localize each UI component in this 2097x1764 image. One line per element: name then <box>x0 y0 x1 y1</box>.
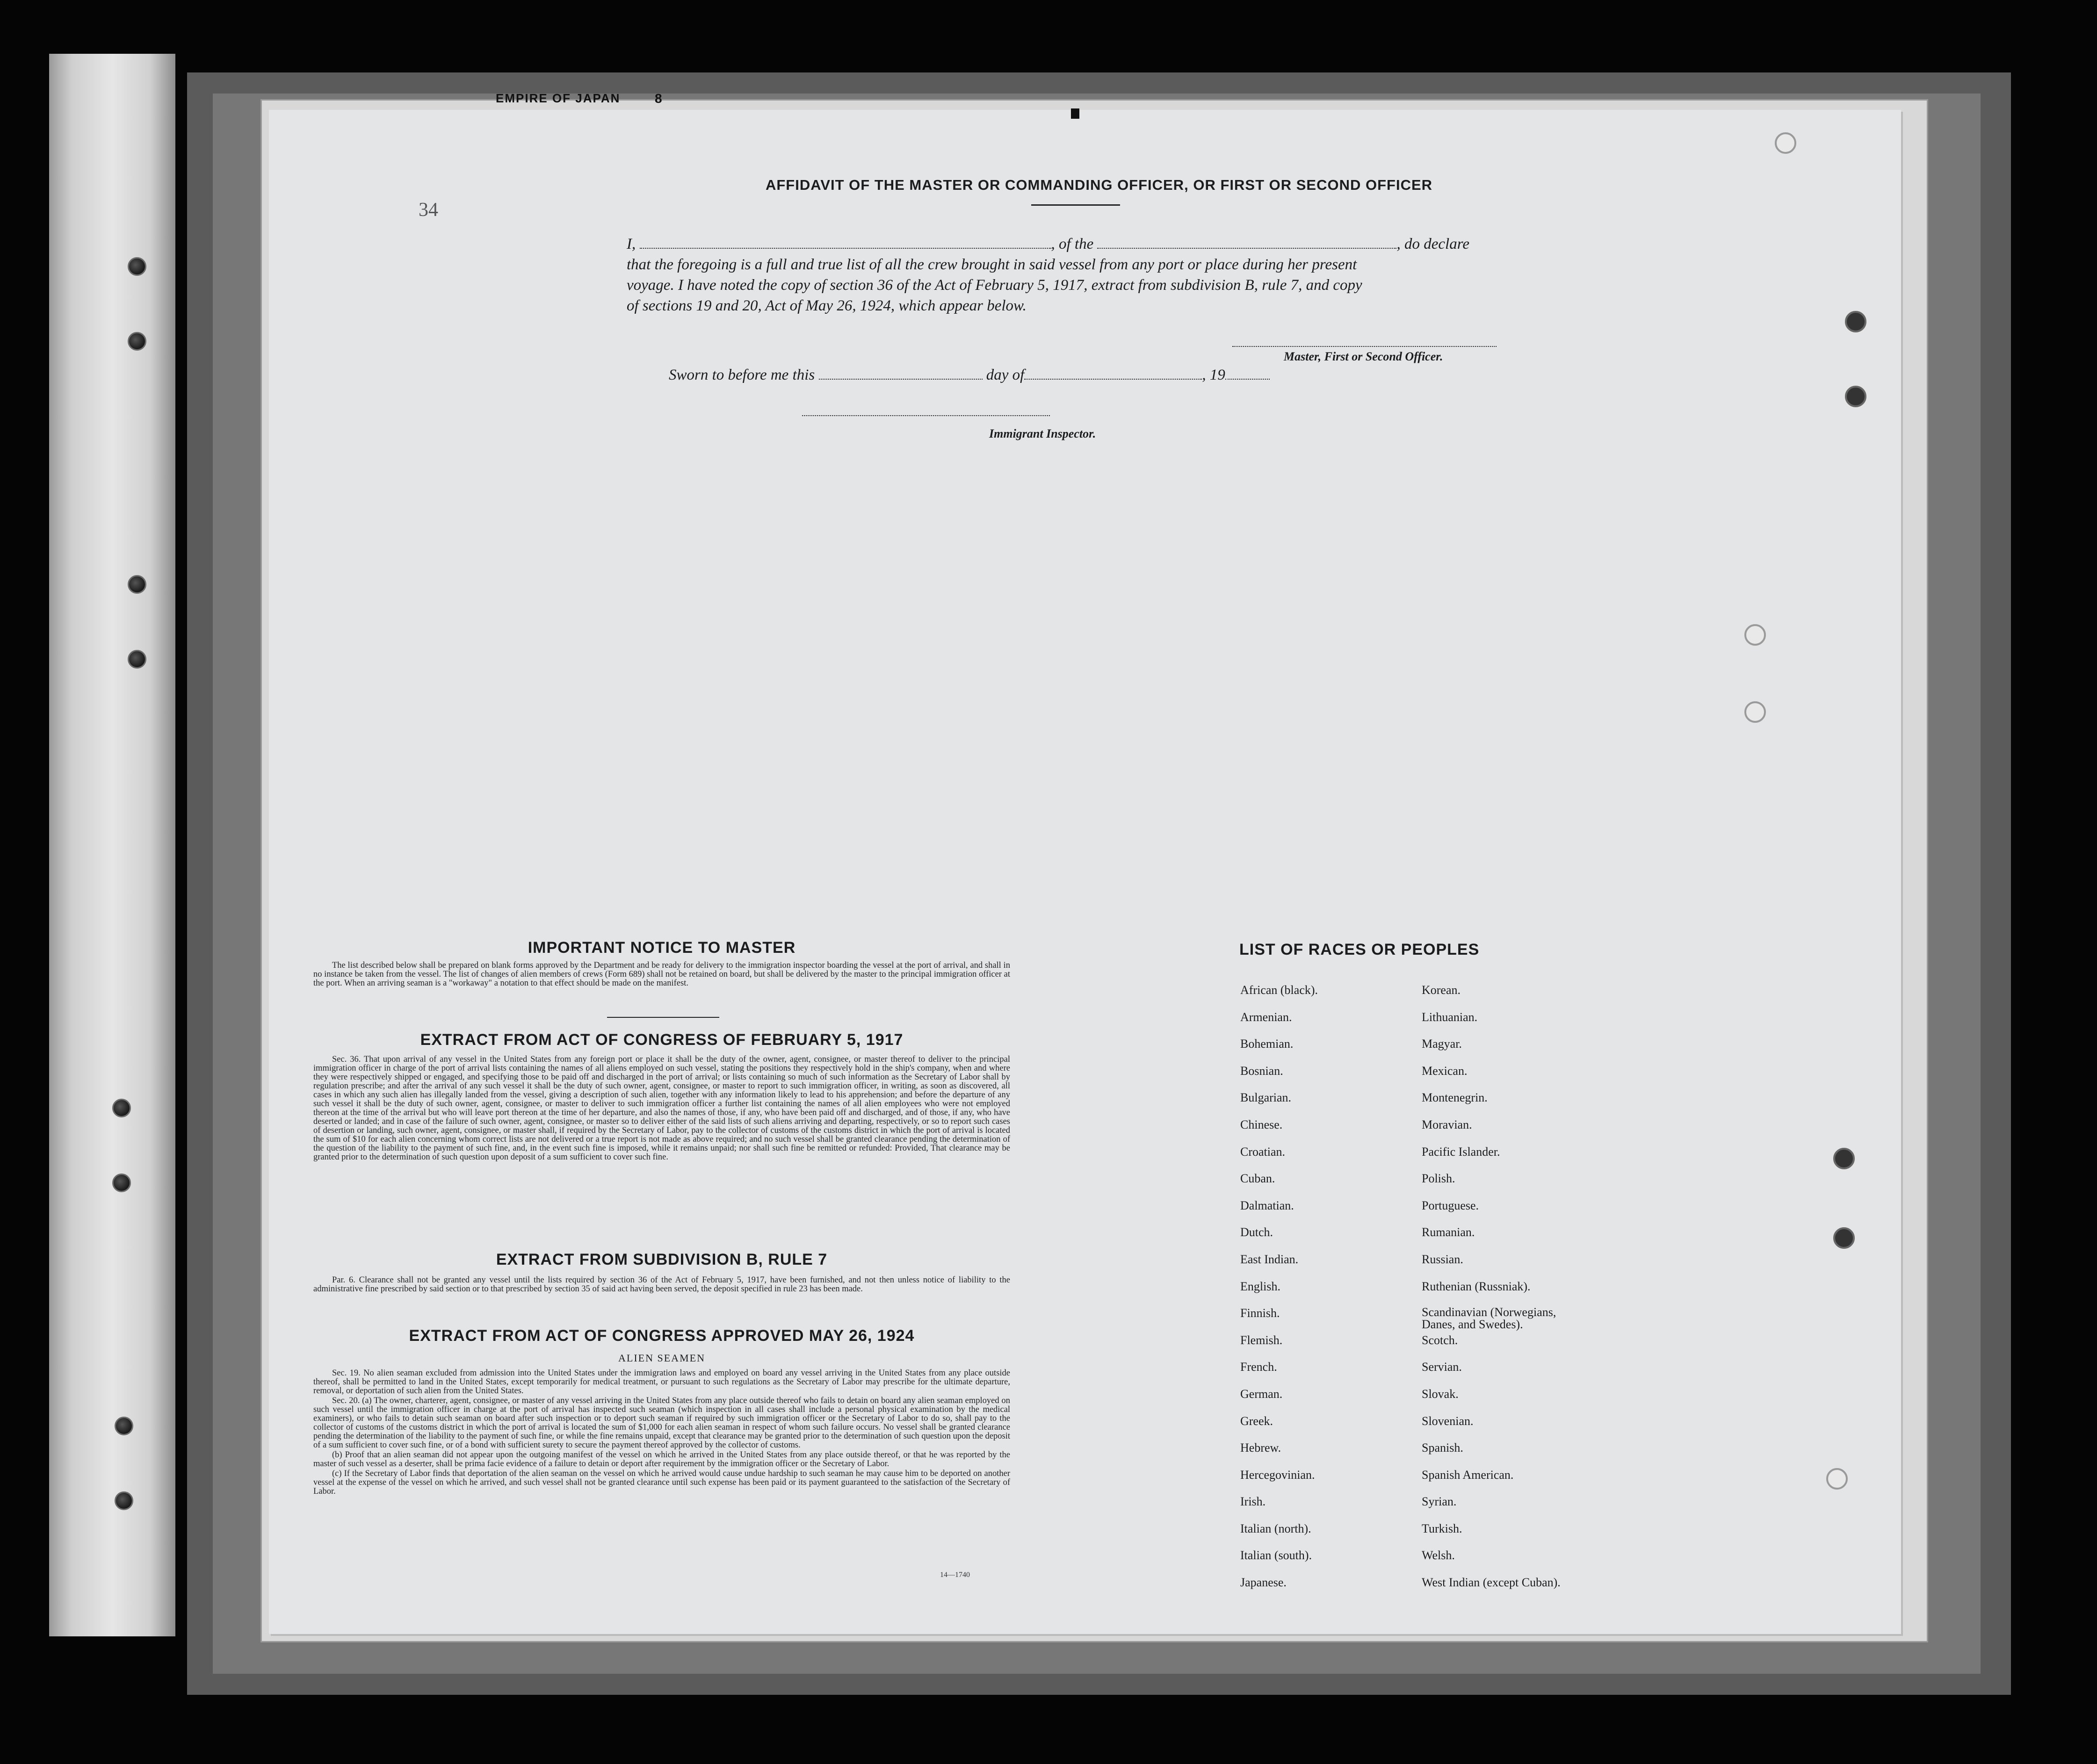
race-item-right: Scandinavian (Norwegians, Danes, and Swedes). <box>1422 1305 1556 1332</box>
race-item-left: German. <box>1240 1387 1283 1401</box>
section-rule <box>607 1017 719 1018</box>
sworn-day-field[interactable] <box>819 367 983 380</box>
race-item-left: Cuban. <box>1240 1172 1275 1186</box>
race-item-right: Magyar. <box>1422 1037 1462 1051</box>
sec-19-paragraph: Sec. 19. No alien seaman excluded from admission into the United States under the immigration laws and employed on board any vessel arriving in the United States from any place outside thereof, shall be permitted to land in the United States, except temporarily for medical treatment, or pursuant to such regulations as the Secretary of Labor may prescribe for the ultimate departure, removal, or deportation of such alien from the United States. <box>313 1368 1010 1396</box>
race-item-left: East Indian. <box>1240 1252 1299 1266</box>
race-item-right: Syrian. <box>1422 1495 1457 1509</box>
race-item-left: African (black). <box>1240 983 1318 997</box>
master-signature-label: Master, First or Second Officer. <box>1284 350 1443 363</box>
sworn-month-field[interactable] <box>1024 367 1202 380</box>
race-item-right: Servian. <box>1422 1360 1462 1374</box>
officer-name-field[interactable] <box>640 236 1051 249</box>
binder-hole <box>128 332 146 351</box>
sec-20b-paragraph: (b) Proof that an alien seaman did not appear upon the outgoing manifest of the vessel on which he arrived in the United States from any place outside thereof, or that he was reported by the master of such vessel as a deserter, shall be prima facie evidence of a failure to detain or deport after requirement by the immigration officer or the Secretary of Labor. <box>313 1450 1010 1469</box>
affidavit-line-4: of sections 19 and 20, Act of May 26, 1924, which appear below. <box>627 297 1027 314</box>
title-rule <box>1031 204 1120 206</box>
binder-hole <box>112 1099 131 1117</box>
master-signature-line[interactable] <box>1232 346 1497 347</box>
sheet-punch-hole <box>1833 1227 1855 1249</box>
race-item-left: Chinese. <box>1240 1117 1283 1131</box>
extract-1924-title: EXTRACT FROM ACT OF CONGRESS APPROVED MAY 26, 1924 <box>409 1327 915 1345</box>
binder-hole <box>115 1491 133 1510</box>
race-item-right: Pacific Islander. <box>1422 1145 1500 1159</box>
extract-1917-body <box>313 1055 1010 1231</box>
race-item-left: Irish. <box>1240 1495 1266 1509</box>
race-item-right: Slovak. <box>1422 1387 1459 1401</box>
race-item-right: Mexican. <box>1422 1064 1468 1078</box>
sec-20a-paragraph: Sec. 20. (a) The owner, charterer, agent, consignee, or master of any vessel arriving in the United States from any place outside thereof who fails to detain on board any alien seaman employed on such vessel until the immigration officer in charge at the port of arrival has inspected such seaman (which inspection in all cases shall include a personal physical examination by the medical examiners), or who fails to detain such seaman on board after such inspection or to deport such seaman if required by such immigration officer or the Secretary of Labor to do so, shall pay to the collector of customs of the customs district in which the port of arrival is located the sum of $1,000 for each alien seaman in respect of whom such failure occurs. No vessel shall be granted clearance pending the determination of the liability to the payment of such fine, or while the fine remains unpaid, except that clearance may be granted prior to the determination of such question upon the deposit of a sum sufficient to cover such fine, or of a bond with sufficient surety to secure the payment thereof approved by the collector of customs. <box>313 1396 1010 1450</box>
affidavit-line1-prefix: I, <box>627 236 636 252</box>
race-item-right: Polish. <box>1422 1172 1455 1186</box>
extract-rule7-body <box>313 1276 1010 1304</box>
sworn-year-label: , 19 <box>1202 367 1225 383</box>
binder-clip <box>1071 108 1079 119</box>
race-item-right: Russian. <box>1422 1252 1463 1266</box>
form-number: 14—1740 <box>940 1571 970 1579</box>
race-item-left: Italian (north). <box>1240 1521 1311 1535</box>
race-item-right: Moravian. <box>1422 1117 1472 1131</box>
race-item-left: Croatian. <box>1240 1145 1286 1159</box>
race-item-right: Scotch. <box>1422 1333 1458 1347</box>
extract-rule7-paragraph: Par. 6. Clearance shall not be granted any vessel until the lists required by section 36 of the Act of February 5, 1917, have been furnished, and not then unless notice of liability to the administrative fine prescribed by said section or to that prescribed by section 35 of said act having been served, the deposit specified in rule 23 has been made. <box>313 1275 1010 1294</box>
sworn-line <box>669 365 1323 385</box>
sheet-punch-hole <box>1845 386 1866 407</box>
binder-tab-label: EMPIRE OF JAPAN <box>496 91 621 105</box>
page-mark: 34 <box>419 199 438 221</box>
race-item-left: Hercegovinian. <box>1240 1468 1315 1482</box>
sheet-punch-hole <box>1845 311 1866 332</box>
affidavit-line-1 <box>627 234 1525 254</box>
race-item-left: Finnish. <box>1240 1306 1280 1320</box>
race-item-left: Italian (south). <box>1240 1548 1312 1562</box>
race-item-right: Turkish. <box>1422 1521 1462 1535</box>
vessel-name-field[interactable] <box>1097 236 1396 249</box>
race-item-left: Bosnian. <box>1240 1064 1283 1078</box>
notice-title: IMPORTANT NOTICE TO MASTER <box>528 939 796 957</box>
race-item-right: West Indian (except Cuban). <box>1422 1576 1561 1590</box>
sworn-year-field[interactable] <box>1225 367 1270 380</box>
notice-paragraph: The list described below shall be prepared on blank forms approved by the Department and be ready for delivery to the immigration inspector boarding the vessel at the port of arrival, and shall in no instance be taken from the vessel. The list of changes of alien members of crews (Form 689) shall not be retained on board, but shall be delivered by the master to the principal immigration officer at the port. When an arriving seaman is a "workaway" a notation to that effect should be made on the manifest. <box>313 961 1010 988</box>
notice-body <box>313 961 1010 998</box>
binder-hole <box>115 1417 133 1435</box>
races-list-title: LIST OF RACES OR PEOPLES <box>1239 941 1480 958</box>
binder-hole <box>112 1174 131 1192</box>
sworn-prefix: Sworn to before me this <box>669 367 815 383</box>
binder-hole <box>128 575 146 594</box>
extract-1917-title: EXTRACT FROM ACT OF CONGRESS OF FEBRUARY 5, 1917 <box>420 1031 904 1049</box>
affidavit-line1-middle: , of the <box>1051 236 1094 252</box>
sheet-punch-hole <box>1744 624 1766 646</box>
sheet-punch-hole <box>1744 701 1766 723</box>
race-item-right: Spanish. <box>1422 1441 1463 1455</box>
affidavit-line1-suffix: , do declare <box>1396 236 1469 252</box>
race-item-left: Hebrew. <box>1240 1441 1281 1455</box>
race-item-left: Greek. <box>1240 1414 1273 1428</box>
race-item-left: Flemish. <box>1240 1333 1283 1347</box>
race-item-right: Welsh. <box>1422 1548 1455 1562</box>
race-item-left: French. <box>1240 1360 1277 1374</box>
races-left-column <box>1240 983 1437 1603</box>
inspector-signature-line[interactable] <box>802 415 1050 416</box>
sheet-punch-hole <box>1833 1148 1855 1169</box>
race-item-right: Montenegrin. <box>1422 1091 1488 1105</box>
extract-1917-paragraph: Sec. 36. That upon arrival of any vessel in the United States from any foreign port or place it shall be the duty of the owner, agent, consignee, or master thereof to deliver to the principal immigration officer in charge of the port of arrival lists containing the names of all aliens employed on such vessel, stating the positions they respectively hold in the ship's company, when and where they were respectively shipped or engaged, and specifying those to be paid off and discharged in the port of arrival; or lists containing so much of such information as the Secretary of Labor shall by regulation prescribe; and after the arrival of any such vessel it shall be the duty of such owner, agent, consignee, or master to report to such immigration officer, in writing, as soon as discovered, all cases in which any such alien has illegally landed from the vessel, giving a description of such alien, together with any information likely to lead to his apprehension; and before the departure of any such vessel it shall be the duty of such owner, agent, consignee, or master to deliver to such immigration officer a further list containing the names of all alien employees who were not employed thereon at the time of the arrival but who will leave port thereon at the time of her departure, and also the names of those, if any, who have been paid off and discharged, and of those, if any, who have deserted or landed; and in case of the failure of such owner, agent, consignee, or master so to deliver either of the said lists of such aliens arriving and departing, respectively, or so to report such cases of desertion or landing, such owner, agent, consignee, or master shall, if required by the Secretary of Labor, pay to the collector of customs of the customs district in which the port of arrival is located the sum of $10 for each alien concerning whom correct lists are not delivered or a true report is not made as above required; and no such vessel shall be granted clearance pending the determination of the question of the liability to the payment of such fine, and, in the event such fine is imposed, while it remains unpaid; nor shall such fine be remitted or refunded: Provided, That clearance may be granted prior to the determination of such question upon deposit of a sum sufficient to cover such fine. <box>313 1055 1010 1162</box>
race-item-right: Spanish American. <box>1422 1468 1514 1482</box>
race-item-right: Korean. <box>1422 983 1461 997</box>
race-item-left: English. <box>1240 1279 1280 1293</box>
affidavit-title: AFFIDAVIT OF THE MASTER OR COMMANDING OFFICER, OR FIRST OR SECOND OFFICER <box>765 177 1433 193</box>
sheet-punch-hole <box>1775 132 1796 154</box>
binder-strip <box>49 54 175 1636</box>
sworn-day-of-label: day of <box>986 367 1025 383</box>
race-item-left: Japanese. <box>1240 1576 1287 1590</box>
affidavit-line-2: that the foregoing is a full and true list of all the crew brought in said vessel from any port or place during her present <box>627 256 1357 273</box>
extract-1924-subtitle: ALIEN SEAMEN <box>618 1352 705 1364</box>
binder-hole <box>128 257 146 276</box>
race-item-left: Dalmatian. <box>1240 1198 1294 1212</box>
race-item-right: Ruthenian (Russniak). <box>1422 1279 1531 1293</box>
extract-1924-body <box>313 1369 1010 1565</box>
binder-hole <box>128 650 146 669</box>
extract-rule7-title: EXTRACT FROM SUBDIVISION B, RULE 7 <box>496 1251 828 1268</box>
inspector-signature-label: Immigrant Inspector. <box>989 427 1096 440</box>
race-item-left: Bohemian. <box>1240 1037 1294 1051</box>
race-item-right: Lithuanian. <box>1422 1010 1478 1024</box>
affidavit-line-3: voyage. I have noted the copy of section 36 of the Act of February 5, 1917, extract from subdivision B, rule 7, and copy <box>627 277 1362 294</box>
race-item-right: Portuguese. <box>1422 1198 1479 1212</box>
sec-20c-paragraph: (c) If the Secretary of Labor finds that deportation of the alien seaman on the vessel on which he arrived would cause undue hardship to such seaman he may cause him to be deported on another vessel at the expense of the vessel on which he arrived, and such vessel shall not be granted clearance until such expense has been paid or its payment guaranteed to the satisfaction of the Secretary of Labor. <box>313 1469 1010 1496</box>
sheet-punch-hole <box>1826 1468 1848 1490</box>
race-item-left: Dutch. <box>1240 1225 1273 1239</box>
race-item-right: Rumanian. <box>1422 1225 1475 1239</box>
binder-tab-number: 8 <box>655 91 662 106</box>
race-item-left: Armenian. <box>1240 1010 1292 1024</box>
races-right-column <box>1422 983 1665 1603</box>
race-item-right: Slovenian. <box>1422 1414 1474 1428</box>
race-item-left: Bulgarian. <box>1240 1091 1292 1105</box>
